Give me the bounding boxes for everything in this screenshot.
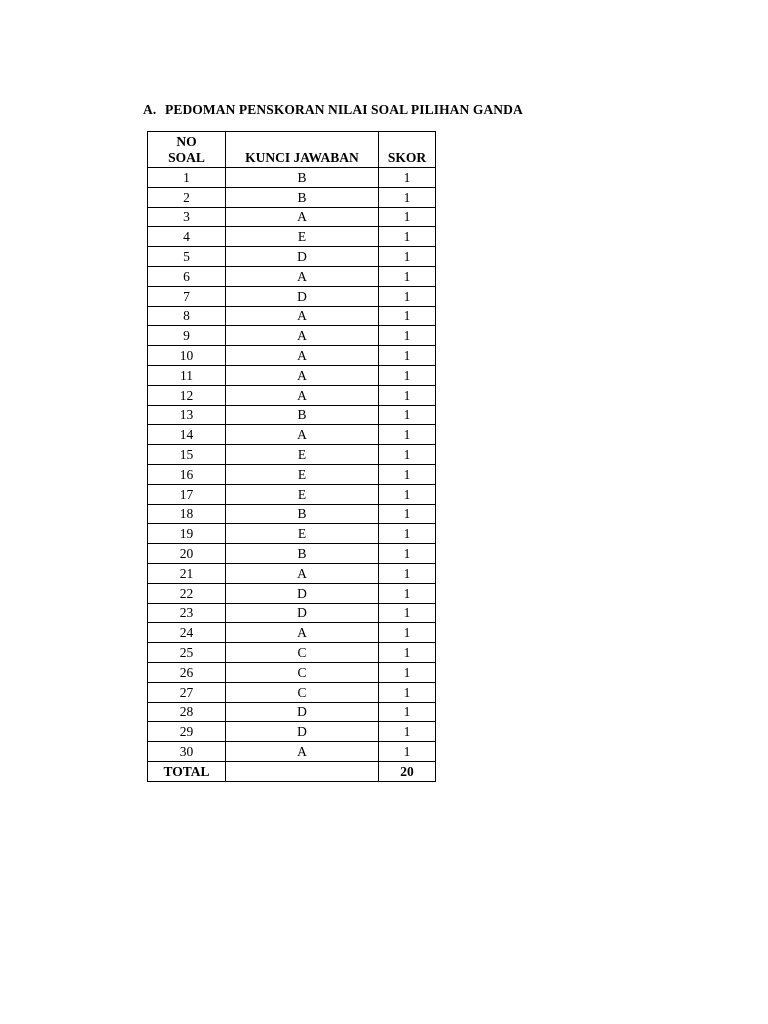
row-number: 23 [148,603,226,623]
answer-key: A [226,563,379,583]
table-row [148,405,436,425]
answer-key: A [226,207,379,227]
answer-key: D [226,603,379,623]
header-no-soal [148,132,226,168]
row-score: 1 [379,484,436,504]
row-number: 7 [148,286,226,306]
table-footer [148,761,436,781]
scoring-table [147,131,436,782]
table-row [148,524,436,544]
row-score: 1 [379,227,436,247]
row-score: 1 [379,603,436,623]
row-number: 8 [148,306,226,326]
answer-key: B [226,187,379,207]
row-score: 1 [379,544,436,564]
row-number: 13 [148,405,226,425]
row-score: 1 [379,702,436,722]
table-row [148,346,436,366]
row-number: 22 [148,583,226,603]
answer-key: E [226,227,379,247]
row-score: 1 [379,326,436,346]
row-number: 24 [148,623,226,643]
row-number: 16 [148,464,226,484]
table-row [148,266,436,286]
row-number: 1 [148,168,226,188]
row-score: 1 [379,563,436,583]
table-row [148,702,436,722]
answer-key: D [226,722,379,742]
row-number: 14 [148,425,226,445]
row-number: 26 [148,662,226,682]
total-score: 20 [379,761,436,781]
table-row [148,464,436,484]
row-score: 1 [379,187,436,207]
row-number: 30 [148,742,226,762]
row-score: 1 [379,168,436,188]
answer-key: A [226,385,379,405]
row-number: 3 [148,207,226,227]
row-number: 25 [148,643,226,663]
row-number: 28 [148,702,226,722]
table-row [148,682,436,702]
table-row [148,326,436,346]
answer-key: E [226,464,379,484]
table-row [148,563,436,583]
answer-key: A [226,306,379,326]
row-score: 1 [379,524,436,544]
row-number: 5 [148,247,226,267]
table-row [148,643,436,663]
row-number: 15 [148,445,226,465]
section-heading [143,102,523,118]
answer-key: C [226,682,379,702]
row-score: 1 [379,722,436,742]
table-row [148,445,436,465]
row-score: 1 [379,643,436,663]
table-row [148,484,436,504]
row-score: 1 [379,385,436,405]
row-score: 1 [379,405,436,425]
answer-key: C [226,662,379,682]
header-row [148,132,436,168]
row-score: 1 [379,583,436,603]
row-score: 1 [379,445,436,465]
answer-key: B [226,405,379,425]
answer-key: B [226,504,379,524]
row-number: 17 [148,484,226,504]
row-score: 1 [379,207,436,227]
table-row [148,385,436,405]
answer-key: E [226,484,379,504]
answer-key: B [226,544,379,564]
answer-key: B [226,168,379,188]
section-title: PEDOMAN PENSKORAN NILAI SOAL PILIHAN GANDA [165,102,523,117]
row-number: 4 [148,227,226,247]
table-row [148,187,436,207]
answer-key: A [226,365,379,385]
table-row [148,544,436,564]
row-number: 27 [148,682,226,702]
table-row [148,168,436,188]
table-row [148,623,436,643]
answer-key: A [226,266,379,286]
row-score: 1 [379,346,436,366]
answer-key: D [226,247,379,267]
header-skor: SKOR [379,132,436,168]
answer-key: A [226,623,379,643]
row-score: 1 [379,365,436,385]
table-row [148,306,436,326]
row-number: 20 [148,544,226,564]
answer-key: E [226,445,379,465]
total-key-cell [226,761,379,781]
header-kunci-jawaban: KUNCI JAWABAN [226,132,379,168]
header-no-line1: NO [176,134,197,149]
row-number: 19 [148,524,226,544]
answer-key: C [226,643,379,663]
table-row [148,365,436,385]
row-number: 18 [148,504,226,524]
table-row [148,247,436,267]
row-score: 1 [379,464,436,484]
row-score: 1 [379,306,436,326]
row-number: 6 [148,266,226,286]
row-score: 1 [379,266,436,286]
row-score: 1 [379,682,436,702]
table-row [148,286,436,306]
table-row [148,425,436,445]
answer-key: E [226,524,379,544]
table-row [148,603,436,623]
row-score: 1 [379,623,436,643]
row-number: 21 [148,563,226,583]
answer-key: A [226,425,379,445]
row-number: 12 [148,385,226,405]
row-number: 10 [148,346,226,366]
row-number: 2 [148,187,226,207]
row-score: 1 [379,247,436,267]
row-score: 1 [379,504,436,524]
row-score: 1 [379,425,436,445]
row-score: 1 [379,286,436,306]
answer-key: A [226,742,379,762]
table-row [148,742,436,762]
table-row [148,227,436,247]
table-body [148,168,436,762]
table-row [148,504,436,524]
answer-key: A [226,346,379,366]
table-row [148,662,436,682]
answer-key: A [226,326,379,346]
total-row [148,761,436,781]
row-number: 9 [148,326,226,346]
row-score: 1 [379,662,436,682]
table-header [148,132,436,168]
answer-key: D [226,286,379,306]
row-number: 11 [148,365,226,385]
row-number: 29 [148,722,226,742]
section-marker: A. [143,102,157,117]
table-row [148,722,436,742]
table-row [148,583,436,603]
answer-key: D [226,583,379,603]
answer-key: D [226,702,379,722]
header-no-line2: SOAL [168,150,205,165]
row-score: 1 [379,742,436,762]
total-label: TOTAL [148,761,226,781]
table-row [148,207,436,227]
